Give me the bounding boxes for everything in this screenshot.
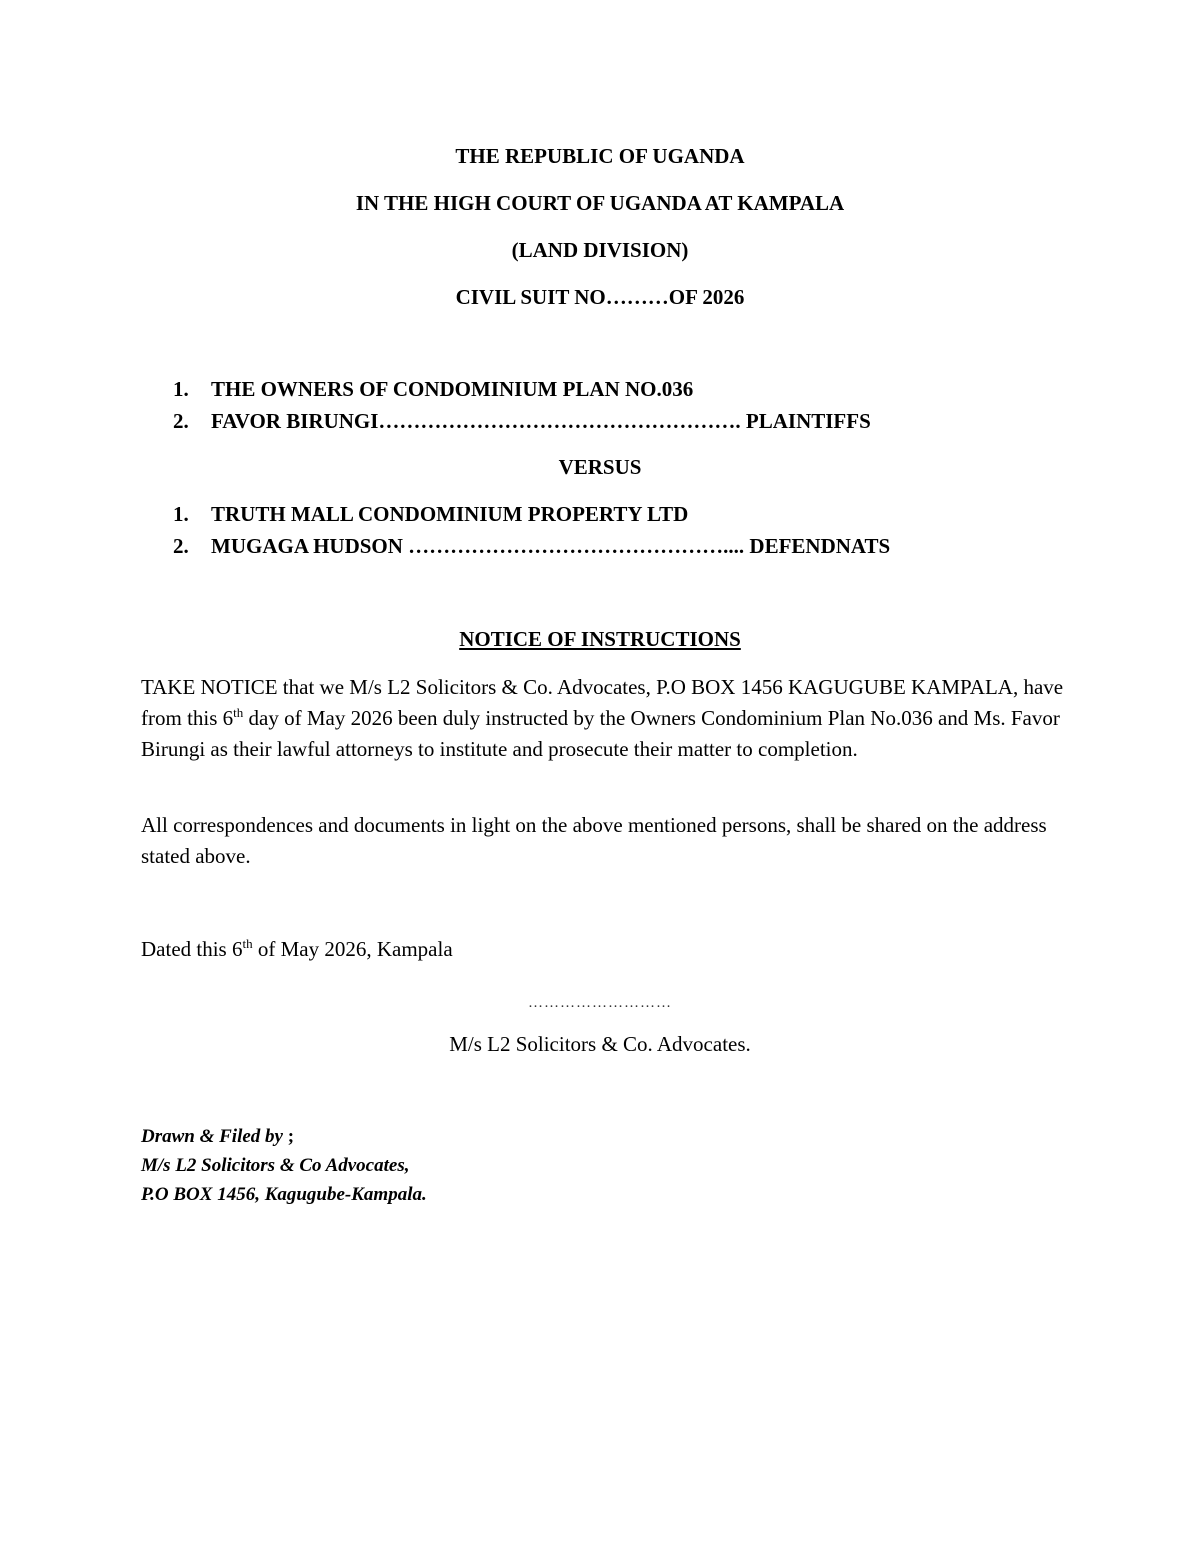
plaintiff-2-number: 2. — [173, 409, 189, 433]
filed-by-firm: M/s L2 Solicitors & Co Advocates, — [141, 1155, 410, 1176]
plaintiff-1-number: 1. — [173, 377, 189, 401]
versus-label: VERSUS — [558, 455, 642, 479]
filed-by-address: P.O BOX 1456, Kagugube-Kampala. — [141, 1184, 427, 1205]
republic-heading: THE REPUBLIC OF UGANDA — [455, 144, 745, 168]
notice-paragraph-2: All correspondences and documents in light on the above mentioned persons, shall be shared on the address stated above. — [141, 813, 1047, 868]
defendant-2 — [173, 534, 890, 559]
defendant-1-number: 1. — [173, 502, 189, 526]
notice-heading — [0, 627, 1200, 652]
plaintiff-1 — [173, 377, 693, 402]
dated-prefix: Dated this 6 — [141, 937, 243, 961]
plaintiff-2 — [173, 409, 871, 434]
signature-firm: M/s L2 Solicitors & Co. Advocates. — [449, 1032, 751, 1056]
dated-sup: th — [242, 936, 253, 951]
filed-by-label-line — [141, 1122, 427, 1151]
dated-line — [141, 934, 1071, 965]
dated-suffix: of May 2026, Kampala — [252, 937, 453, 961]
notice-paragraph-1-a: TAKE NOTICE that we M/s L2 Solicitors & Co. Advocates, P.O BOX 1456 KAGUGUBE KAMPALA, have from this 6 — [141, 675, 1064, 730]
defendant-1-name: TRUTH MALL CONDOMINIUM PROPERTY LTD — [211, 502, 689, 526]
suit-number: CIVIL SUIT NO………OF 2026 — [455, 285, 745, 309]
notice-paragraph-1-sup: th — [233, 705, 244, 720]
filed-by-semicolon: ; — [287, 1126, 295, 1147]
notice-paragraph-1 — [141, 672, 1071, 765]
notice-heading-text: NOTICE OF INSTRUCTIONS — [459, 627, 741, 651]
plaintiff-1-name: THE OWNERS OF CONDOMINIUM PLAN NO.036 — [211, 377, 694, 401]
court-heading: IN THE HIGH COURT OF UGANDA AT KAMPALA — [355, 191, 845, 215]
signature-line — [0, 988, 1200, 1013]
signature-dots: ……………………… — [528, 995, 672, 1011]
defendant-1 — [173, 502, 688, 527]
plaintiff-2-name: FAVOR BIRUNGI……………………………………………. PLAINTIFFS — [211, 409, 871, 433]
defendant-2-name: MUGAGA HUDSON ……………………………………….... DEFENDNATS — [211, 534, 891, 558]
defendant-2-number: 2. — [173, 534, 189, 558]
filed-by-block — [141, 1122, 427, 1209]
filed-by-label: Drawn & Filed by — [141, 1126, 283, 1147]
division-heading: (LAND DIVISION) — [511, 238, 689, 262]
notice-paragraph-1-b: day of May 2026 been duly instructed by the Owners Condominium Plan No.036 and Ms. Favor Birungi as their lawful attorneys to institute and prosecute their matter to completion. — [141, 706, 1060, 761]
